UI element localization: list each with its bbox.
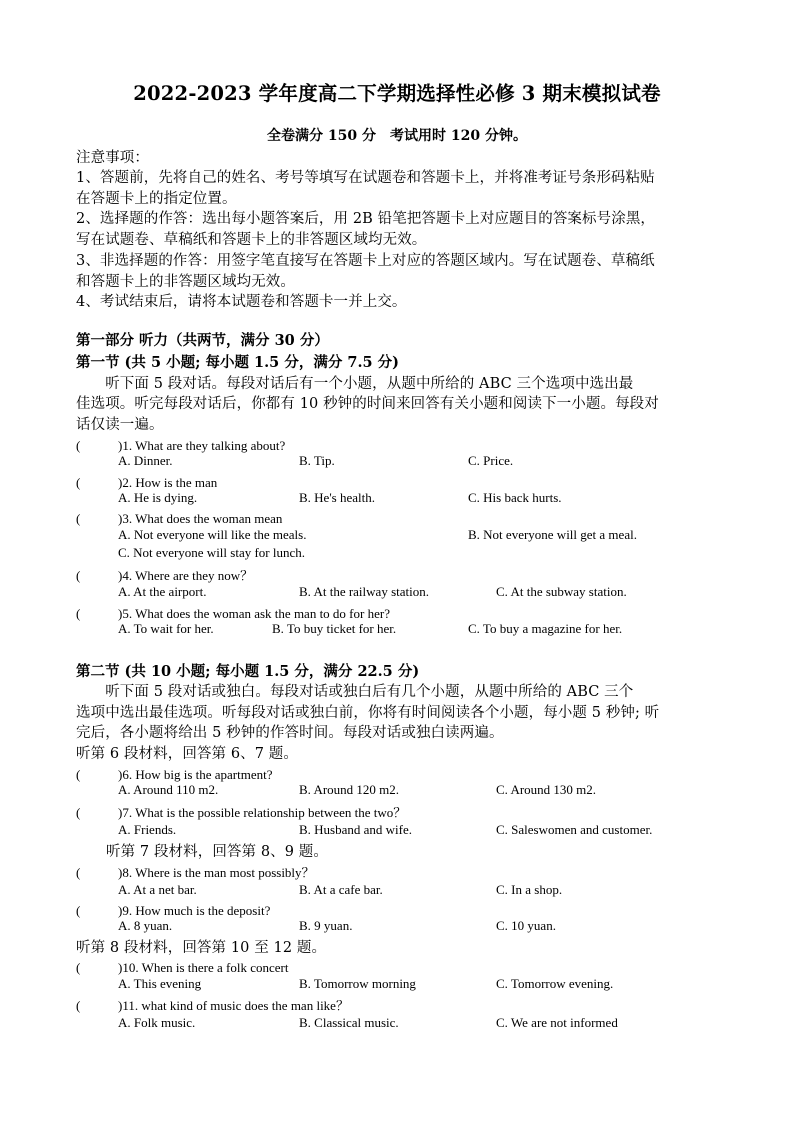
question-text: )5. What does the woman ask the man to do for her?	[118, 606, 390, 621]
option-a: A. At the airport.	[118, 584, 207, 599]
section1-instruction: 听下面 5 段对话。每段对话后有一个小题，从题中所给的 ABC 三个选项中选出最	[76, 376, 634, 392]
question-stem	[76, 900, 270, 919]
option-b: B. Around 120 m2.	[299, 782, 400, 797]
material-instruction: 听第 8 段材料，回答第 10 至 12 题。	[76, 940, 327, 956]
question-stem	[76, 862, 315, 881]
question-text: )6. How big is the apartment?	[118, 767, 273, 782]
answer-blank[interactable]: (	[76, 960, 94, 975]
option-a: A. Dinner.	[118, 453, 173, 468]
notice-line: 1、答题前，先将自己的姓名、考号等填写在试题卷和答题卡上，并将准考证号条形码粘贴	[76, 170, 655, 186]
option-a: A. Folk music.	[118, 1015, 196, 1030]
section2-instruction: 选项中选出最佳选项。听每段对话或独白前，你将有时间阅读各个小题，每小题 5 秒钟; 听	[76, 705, 660, 721]
option-c: C. Tomorrow evening.	[496, 976, 614, 991]
notice-line: 写在试题卷、草稿纸和答题卡上的非答题区域均无效。	[76, 232, 427, 248]
section2-instruction: 听下面 5 段对话或独白。每段对话或独白后有几个小题，从题中所给的 ABC 三个	[76, 684, 634, 700]
option-c: C. At the subway station.	[496, 584, 627, 599]
answer-blank[interactable]: (	[76, 475, 94, 490]
option-a: A. This evening	[118, 976, 202, 991]
question-text: )4. Where are they now？	[118, 568, 254, 583]
exam-subtitle: 全卷满分 150 分 考试用时 120 分钟。	[267, 128, 527, 144]
option-c: C. Saleswomen and customer.	[496, 822, 653, 837]
option-c: C. In a shop.	[496, 882, 563, 897]
notice-line: 2、选择题的作答：选出每小题答案后，用 2B 铅笔把答题卡上对应题目的答案标号涂黑，	[76, 211, 656, 227]
section2-instruction: 完后，各小题将给出 5 秒钟的作答时间。每段对话或独白读两遍。	[76, 725, 504, 741]
option-b: B. Classical music.	[299, 1015, 399, 1030]
option-b: B. He's health.	[299, 490, 375, 505]
question-stem	[76, 764, 273, 783]
section1-heading: 第一节 (共 5 小题; 每小题 1.5 分，满分 7.5 分)	[76, 354, 399, 371]
option-b: B. Tip.	[299, 453, 335, 468]
question-stem	[76, 472, 217, 491]
option-c: C. Not everyone will stay for lunch.	[118, 545, 306, 560]
question-stem	[76, 603, 390, 622]
option-c: C. 10 yuan.	[496, 918, 556, 933]
answer-blank[interactable]: (	[76, 865, 94, 880]
section1-instruction: 话仅读一遍。	[76, 417, 164, 433]
notice-heading: 注意事项：	[76, 150, 149, 166]
option-b: B. Tomorrow morning	[299, 976, 416, 991]
question-text: )9. How much is the deposit?	[118, 903, 271, 918]
option-a: A. To wait for her.	[118, 621, 214, 636]
option-a: A. Friends.	[118, 822, 177, 837]
option-b: B. At a cafe bar.	[299, 882, 383, 897]
question-stem	[76, 802, 406, 821]
part1-heading: 第一部分 听力（共两节，满分 30 分）	[76, 332, 329, 349]
question-stem	[76, 995, 349, 1014]
answer-blank[interactable]: (	[76, 568, 94, 583]
question-stem	[76, 508, 282, 527]
option-c: C. To buy a magazine for her.	[468, 621, 623, 636]
section1-instruction: 佳选项。听完每段对话后，你都有 10 秒钟的时间来回答有关小题和阅读下一小题。每段对	[76, 396, 659, 412]
answer-blank[interactable]: (	[76, 998, 94, 1013]
notice-line: 3、非选择题的作答：用签字笔直接写在答题卡上对应的答题区域内。写在试题卷、草稿纸	[76, 253, 655, 269]
question-text: )3. What does the woman mean	[118, 511, 283, 526]
option-a: A. Around 110 m2.	[118, 782, 219, 797]
notice-line: 4、考试结束后，请将本试题卷和答题卡一并上交。	[76, 294, 407, 310]
option-b: B. To buy ticket for her.	[272, 621, 397, 636]
material-instruction: 听第 6 段材料，回答第 6、7 题。	[76, 746, 299, 762]
notice-line: 在答题卡上的指定位置。	[76, 191, 237, 207]
question-text: )11. what kind of music does the man like？	[118, 998, 349, 1013]
answer-blank[interactable]: (	[76, 438, 94, 453]
question-text: )1. What are they talking about?	[118, 438, 286, 453]
question-text: )8. Where is the man most possibly？	[118, 865, 315, 880]
option-c: C. Price.	[468, 453, 514, 468]
option-a: A. 8 yuan.	[118, 918, 173, 933]
exam-title: 2022-2023 学年度高二下学期选择性必修 3 期末模拟试卷	[133, 82, 661, 105]
option-b: B. At the railway station.	[299, 584, 429, 599]
option-a: A. Not everyone will like the meals.	[118, 527, 307, 542]
question-text: )10. When is there a folk concert	[118, 960, 289, 975]
option-a: A. He is dying.	[118, 490, 198, 505]
question-stem	[76, 565, 253, 584]
question-stem	[76, 957, 289, 976]
answer-blank[interactable]: (	[76, 606, 94, 621]
option-c: C. Around 130 m2.	[496, 782, 597, 797]
question-stem	[76, 435, 285, 454]
answer-blank[interactable]: (	[76, 767, 94, 782]
answer-blank[interactable]: (	[76, 805, 94, 820]
question-text: )7. What is the possible relationship between the two？	[118, 805, 407, 820]
option-b: B. Not everyone will get a meal.	[468, 527, 637, 542]
answer-blank[interactable]: (	[76, 511, 94, 526]
option-c: C. His back hurts.	[468, 490, 562, 505]
section2-heading: 第二节 (共 10 小题; 每小题 1.5 分，满分 22.5 分)	[76, 663, 420, 680]
option-c: C. We are not informed	[496, 1015, 618, 1030]
notice-line: 和答题卡上的非答题区域均无效。	[76, 274, 295, 290]
question-text: )2. How is the man	[118, 475, 218, 490]
answer-blank[interactable]: (	[76, 903, 94, 918]
material-instruction: 听第 7 段材料，回答第 8、9 题。	[106, 844, 329, 860]
option-b: B. Husband and wife.	[299, 822, 413, 837]
option-a: A. At a net bar.	[118, 882, 197, 897]
option-b: B. 9 yuan.	[299, 918, 353, 933]
